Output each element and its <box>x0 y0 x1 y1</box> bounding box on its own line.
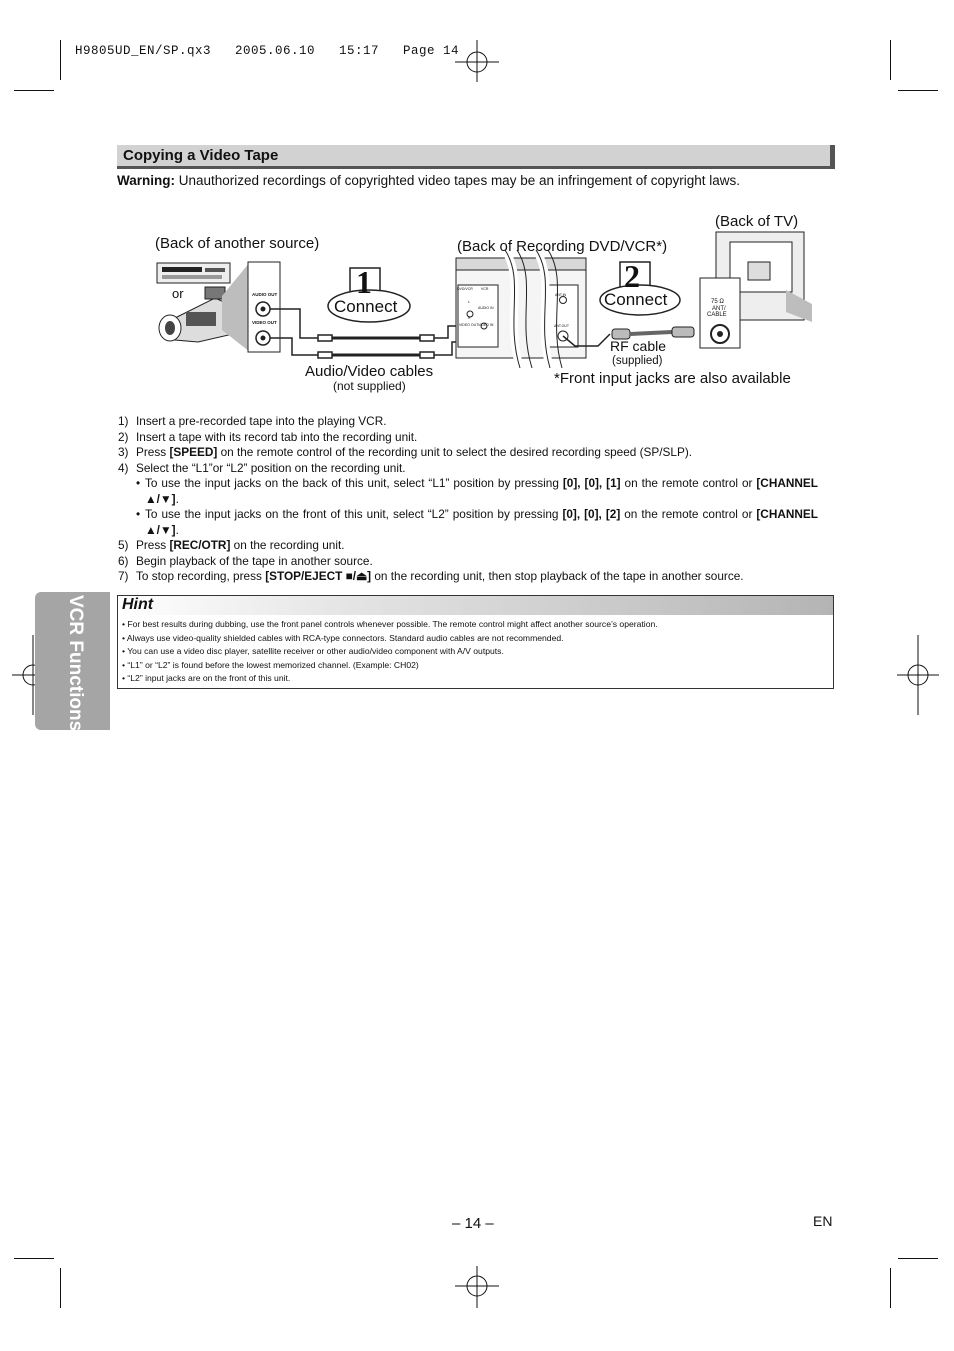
step-text: on the remote control or <box>620 507 757 521</box>
recording-unit <box>456 250 586 368</box>
rec-dvdvcr-label: DVD/VCR <box>457 287 473 291</box>
step2-connect-label: Connect <box>604 290 668 309</box>
hint-item: • Always use video-quality shielded cables with RCA-type connectors. Standard audio cables are not recommended. <box>122 632 564 643</box>
rf-cable-label: RF cable <box>610 338 667 354</box>
step-text: To use the input jacks on the front of this unit, select “L2” position by pressing <box>145 507 563 521</box>
source-vcr-icon <box>157 263 230 283</box>
step-text: Select the “L1”or “L2” position on the recording unit. <box>136 460 406 475</box>
step-number: 3) <box>118 445 129 459</box>
file-header: H9805UD_EN/SP.qx3 2005.06.10 15:17 Page 14 <box>75 44 460 58</box>
step-4 <box>118 461 818 477</box>
step-text: Press <box>136 538 170 552</box>
step-text: on the recording unit, then stop playback of the tape in another source. <box>371 569 744 583</box>
audio-out-label: AUDIO OUT <box>252 292 278 297</box>
hint-title: Hint <box>122 596 154 613</box>
step-text: on the recording unit. <box>230 538 345 552</box>
tv-jack-label-75: 75 Ω <box>711 299 724 305</box>
step-key: [CHANNEL ▲/▼] <box>145 507 818 537</box>
step-number: 7) <box>118 569 129 583</box>
step-key: [CHANNEL ▲/▼] <box>145 476 818 506</box>
step1-connect-label: Connect <box>334 297 398 316</box>
step-number: 6) <box>118 553 129 568</box>
bullet: • <box>136 476 141 490</box>
step-4-bullet-back <box>118 476 818 507</box>
step-2 <box>118 430 818 446</box>
step-key: [0], [0], [2] <box>562 507 621 521</box>
language-code: EN <box>813 1213 833 1229</box>
warning-label: Warning: <box>117 173 175 188</box>
step-text: . <box>175 491 179 506</box>
rec-vcr-label: VCR <box>481 287 489 291</box>
step-5 <box>118 538 818 554</box>
step-number: 1) <box>118 414 129 428</box>
step-4-bullet-front <box>118 507 818 538</box>
rec-r-label: R <box>468 316 471 320</box>
hint-list <box>122 618 827 686</box>
step-number: 2) <box>118 429 129 444</box>
tv-back-icon <box>700 232 812 348</box>
connection-diagram <box>0 0 954 410</box>
av-not-supplied-label: (not supplied) <box>333 379 406 393</box>
step-6 <box>118 554 818 570</box>
side-tab-label: VCR Functions <box>65 595 86 732</box>
front-jacks-note: *Front input jacks are also available <box>554 370 791 387</box>
step-text: Press <box>136 445 170 459</box>
step-text: . <box>175 522 179 537</box>
step-key: [REC/OTR] <box>169 538 231 552</box>
step-text: Begin playback of the tape in another source. <box>136 553 373 568</box>
step-number: 4) <box>118 460 129 475</box>
section-title: Copying a Video Tape <box>123 147 279 164</box>
step-key: [SPEED] <box>169 445 218 459</box>
tv-jack-label-ant: ANT/ <box>712 306 726 312</box>
back-of-tv-label: (Back of TV) <box>715 213 799 230</box>
rec-video-out-label: VIDEO OUT <box>459 323 479 327</box>
step-text: To stop recording, press <box>136 569 266 583</box>
tv-jack-label-cable: CABLE <box>707 312 727 318</box>
warning-text: Unauthorized recordings of copyrighted video tapes may be an infringement of copyright laws. <box>175 173 741 188</box>
step-number: 5) <box>118 538 129 552</box>
step-key: [STOP/EJECT ■/⏏] <box>265 569 372 583</box>
steps-list <box>118 414 818 585</box>
video-out-label: VIDEO OUT <box>252 320 277 325</box>
step-1 <box>118 414 818 430</box>
step1-number: 1 <box>356 264 372 300</box>
step-3 <box>118 445 818 461</box>
rec-ant-out-label: ANT.OUT <box>554 324 569 328</box>
bullet: • <box>136 507 141 521</box>
back-of-another-source-label: (Back of another source) <box>155 235 320 252</box>
hint-box <box>117 595 834 689</box>
camcorder-icon <box>159 287 233 342</box>
hint-item: • “L2” input jacks are on the front of this unit. <box>122 673 291 683</box>
av-cables-label: Audio/Video cables <box>305 363 434 380</box>
step-text: To use the input jacks on the back of this unit, select “L1” position by pressing <box>145 476 563 490</box>
rec-video-in-label: VIDEO IN <box>478 323 494 327</box>
hint-header-bar <box>118 596 833 615</box>
step-text: on the remote control of the recording unit to select the desired recording speed (SP/SLP). <box>217 445 693 459</box>
hint-item: • For best results during dubbing, use the front panel controls whenever possible. The remote control might affect another source’s operation. <box>122 619 658 629</box>
hint-item: • You can use a video disc player, satellite receiver or other audio/video component with A/V outputs. <box>122 646 504 656</box>
rec-audio-in-label: AUDIO IN <box>478 306 494 310</box>
page-number: – 14 – <box>452 1215 494 1232</box>
back-of-recording-label: (Back of Recording DVD/VCR*) <box>457 238 668 255</box>
rf-supplied-label: (supplied) <box>612 355 663 367</box>
hint-item: • “L1” or “L2” is found before the lowest memorized channel. (Example: CH02) <box>122 659 419 670</box>
side-section-tab <box>35 592 110 730</box>
ant-in-jack <box>560 297 567 304</box>
step2-number: 2 <box>624 258 640 294</box>
step-text: Insert a tape with its record tab into the recording unit. <box>136 429 418 444</box>
rec-ant-in-label: ANT.IN <box>555 293 567 297</box>
rec-l-label: L <box>468 300 470 304</box>
step-text: Insert a pre-recorded tape into the playing VCR. <box>136 414 387 428</box>
step-key: [0], [0], [1] <box>562 476 621 490</box>
or-label: or <box>172 286 184 301</box>
step-7 <box>118 569 818 585</box>
step-text: on the remote control or <box>620 476 757 490</box>
